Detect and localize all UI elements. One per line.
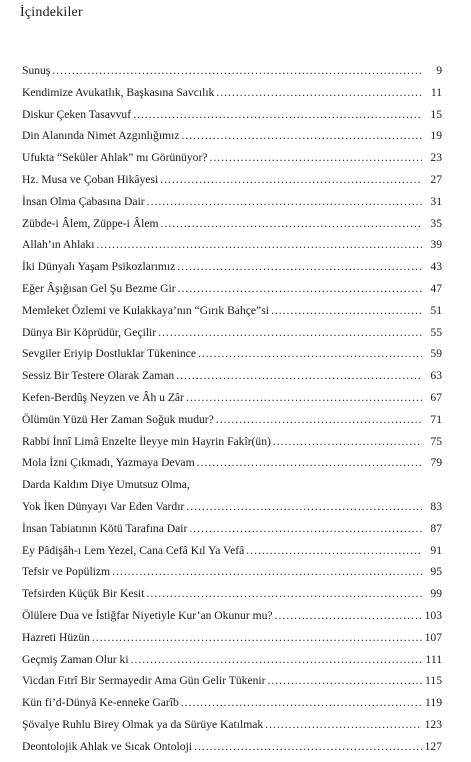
- toc-entry-title: Kün fi’d-Dünyâ Ke-enneke Garîb: [22, 696, 179, 710]
- toc-entry-title: Diskur Çeken Tasavvuf: [22, 107, 132, 121]
- toc-entry: [22, 609, 442, 631]
- toc-entry: [22, 565, 442, 587]
- toc-entry: [22, 435, 442, 457]
- toc-entry-page: 31: [430, 194, 442, 208]
- toc-entry-title: Allah’ın Ahlakı: [22, 238, 95, 252]
- toc-entry-page: 99: [430, 587, 442, 601]
- toc-entry: [22, 653, 442, 675]
- toc-dot-leader: [52, 64, 422, 77]
- toc-entry: [22, 217, 442, 239]
- toc-entry: [22, 740, 442, 762]
- toc-entry-title: Hazreti Hüzün: [22, 630, 90, 644]
- toc-entry-title: Sevgiler Eriyip Dostluklar Tükenince: [22, 347, 196, 361]
- toc-entry: [22, 587, 442, 609]
- toc-entry: [22, 195, 442, 217]
- toc-dot-leader: [209, 151, 422, 164]
- toc-entry: [22, 282, 442, 304]
- toc-entry-page: 39: [430, 238, 442, 252]
- toc-entry-page: 9: [436, 64, 442, 77]
- toc-entry-title: İnsan Olma Çabasına Dair: [22, 194, 145, 208]
- toc-entry-title: Tefsirden Küçük Bir Kesit: [22, 587, 145, 601]
- toc-entry: [22, 304, 442, 326]
- toc-entry-page: 43: [430, 260, 442, 274]
- toc-entry-page: 111: [425, 652, 442, 666]
- toc-entry-title: Mola İzni Çıkmadı, Yazmaya Devam: [22, 456, 195, 470]
- toc-entry-title: İki Dünyalı Yaşam Psikozlarımız: [22, 260, 176, 274]
- toc-entry-page: 59: [430, 347, 442, 361]
- toc-entry-page: 19: [430, 129, 442, 143]
- toc-entry: [22, 544, 442, 566]
- toc-entry-page: 35: [430, 216, 442, 230]
- toc-dot-leader: [181, 129, 422, 142]
- toc-dot-leader: [197, 456, 422, 469]
- toc-dot-leader: [186, 500, 422, 513]
- toc-dot-leader: [189, 522, 422, 535]
- toc-entry-title: Hz. Musa ve Çoban Hikâyesi: [22, 172, 159, 186]
- toc-dot-leader: [160, 173, 422, 186]
- toc-dot-leader: [273, 435, 422, 448]
- toc-entry-page: 83: [430, 499, 442, 513]
- toc-dot-leader: [216, 413, 422, 426]
- toc-entry: [22, 391, 442, 413]
- toc-entry: [22, 500, 442, 522]
- toc-entry-page: 115: [425, 674, 442, 688]
- toc-entry-page: 107: [424, 630, 442, 644]
- toc-dot-leader: [186, 391, 422, 404]
- toc-entry-page: 87: [430, 521, 442, 535]
- toc-entry-title: Ey Pâdişâh-ı Lem Yezel, Cana Cefâ Kıl Ya Vefâ: [22, 543, 245, 557]
- toc-dot-leader: [194, 740, 422, 753]
- toc-dot-leader: [275, 609, 422, 622]
- toc-entry-title: Din Alanında Nimet Azgınlığımız: [22, 129, 180, 143]
- toc-entry: [22, 347, 442, 369]
- toc-entry: [22, 108, 442, 130]
- toc-entry-page: 79: [430, 456, 442, 470]
- toc-entry: [22, 238, 442, 260]
- toc-entry: [22, 369, 442, 391]
- toc-entry: [22, 456, 442, 478]
- toc-dot-leader: [267, 674, 422, 687]
- toc-entry-title: Geçmiş Zaman Olur ki: [22, 652, 129, 666]
- toc-entry-page: 55: [430, 325, 442, 339]
- toc-entry-page: 103: [424, 608, 442, 622]
- toc-dot-leader: [181, 696, 422, 709]
- toc-entry-title: İnsan Tabiatının Kötü Tarafına Dair: [22, 521, 188, 535]
- toc-entry-title: Şövalye Ruhlu Birey Olmak ya da Sürüye Katılmak: [22, 717, 264, 731]
- toc-dot-leader: [177, 260, 422, 273]
- toc-entry-title: Eğer Âşığısan Gel Şu Bezme Gir: [22, 281, 176, 295]
- toc-entry-page: 91: [430, 543, 442, 557]
- toc-entry-page: 119: [425, 696, 442, 710]
- toc-entry-title: Rabbi İnnî Limâ Enzelte İleyye min Hayrin Fakîr(ün): [22, 434, 271, 448]
- toc-entry-title: Memleket Özlemi ve Kulakkaya’nın “Gırık Bahçe”si: [22, 303, 269, 317]
- toc-entry-page: 15: [430, 107, 442, 121]
- toc-dot-leader: [147, 587, 422, 600]
- toc-entry-title: Kendimize Avukatlık, Başkasına Savcılık: [22, 85, 215, 99]
- toc-entry-title: Ölümün Yüzü Her Zaman Soğuk mudur?: [22, 412, 214, 426]
- toc-dot-leader: [178, 282, 422, 295]
- toc-entry-page: 11: [430, 85, 442, 99]
- toc-entry-title: Dünya Bir Köprüdür, Geçilir: [22, 325, 157, 339]
- toc-entry-title: Darda Kaldım Diye Umutsuz Olma,: [22, 478, 190, 492]
- toc-entry: [22, 674, 442, 696]
- toc-entry-page: 63: [430, 369, 442, 383]
- toc-entry: [22, 64, 442, 86]
- toc-entry: [22, 260, 442, 282]
- toc-entry: [22, 413, 442, 435]
- toc-entry-title: Zübde-i Âlem, Züppe-i Âlem: [22, 216, 159, 230]
- toc-entry: [22, 522, 442, 544]
- toc-dot-leader: [216, 86, 422, 99]
- toc-dot-leader: [96, 238, 422, 251]
- toc-entry: [22, 718, 442, 740]
- toc-entry-title: Sunuş: [22, 64, 51, 77]
- toc-entry: [22, 173, 442, 195]
- toc-dot-leader: [265, 718, 422, 731]
- toc-entry-page: 23: [430, 151, 442, 165]
- toc-dot-leader: [246, 544, 422, 557]
- toc-dot-leader: [271, 304, 422, 317]
- toc-dot-leader: [198, 347, 422, 360]
- toc-entry-page: 71: [430, 412, 442, 426]
- toc-dot-leader: [147, 195, 422, 208]
- toc-entry-title: Kefen-Berdûş Neyzen ve Âh u Zâr: [22, 390, 184, 404]
- toc-entry-title: Yok İken Dünyayı Var Eden Vardır: [22, 499, 185, 513]
- toc-dot-leader: [158, 326, 422, 339]
- page-title: İçindekiler: [20, 5, 83, 20]
- toc-entry-page: 51: [430, 303, 442, 317]
- toc-entry-title: Vicdan Fıtrî Bir Sermayedir Ama Gün Gelir Tükenir: [22, 674, 266, 688]
- toc-dot-leader: [131, 653, 422, 666]
- toc-entry: [22, 129, 442, 151]
- toc-entry-title: Deontolojik Ahlak ve Sıcak Ontoloji: [22, 739, 193, 753]
- toc-entry-page: 27: [430, 172, 442, 186]
- toc-dot-leader: [161, 217, 422, 230]
- toc-entry-page: 123: [424, 717, 442, 731]
- toc-entry-page: 127: [424, 739, 442, 753]
- toc-dot-leader: [133, 108, 422, 121]
- toc-entry-title: Tefsir ve Popülizm: [22, 565, 111, 579]
- toc-entry-page: 95: [430, 565, 442, 579]
- toc-entry: [22, 478, 442, 500]
- toc-entry-page: 47: [430, 281, 442, 295]
- table-of-contents: [22, 64, 442, 762]
- toc-entry-title: Ölülere Dua ve İstiğfar Niyetiyle Kur’an Okunur mu?: [22, 608, 273, 622]
- toc-dot-leader: [112, 565, 422, 578]
- toc-dot-leader: [176, 369, 422, 382]
- toc-entry-title: Sessiz Bir Testere Olarak Zaman: [22, 369, 175, 383]
- toc-entry: [22, 326, 442, 348]
- toc-entry-title: Ufukta “Seküler Ahlak” mı Görünüyor?: [22, 151, 208, 165]
- toc-entry: [22, 151, 442, 173]
- toc-entry: [22, 86, 442, 108]
- toc-entry: [22, 631, 442, 653]
- toc-entry-page: 75: [430, 434, 442, 448]
- toc-entry: [22, 696, 442, 718]
- toc-dot-leader: [92, 631, 422, 644]
- toc-entry-page: 67: [430, 390, 442, 404]
